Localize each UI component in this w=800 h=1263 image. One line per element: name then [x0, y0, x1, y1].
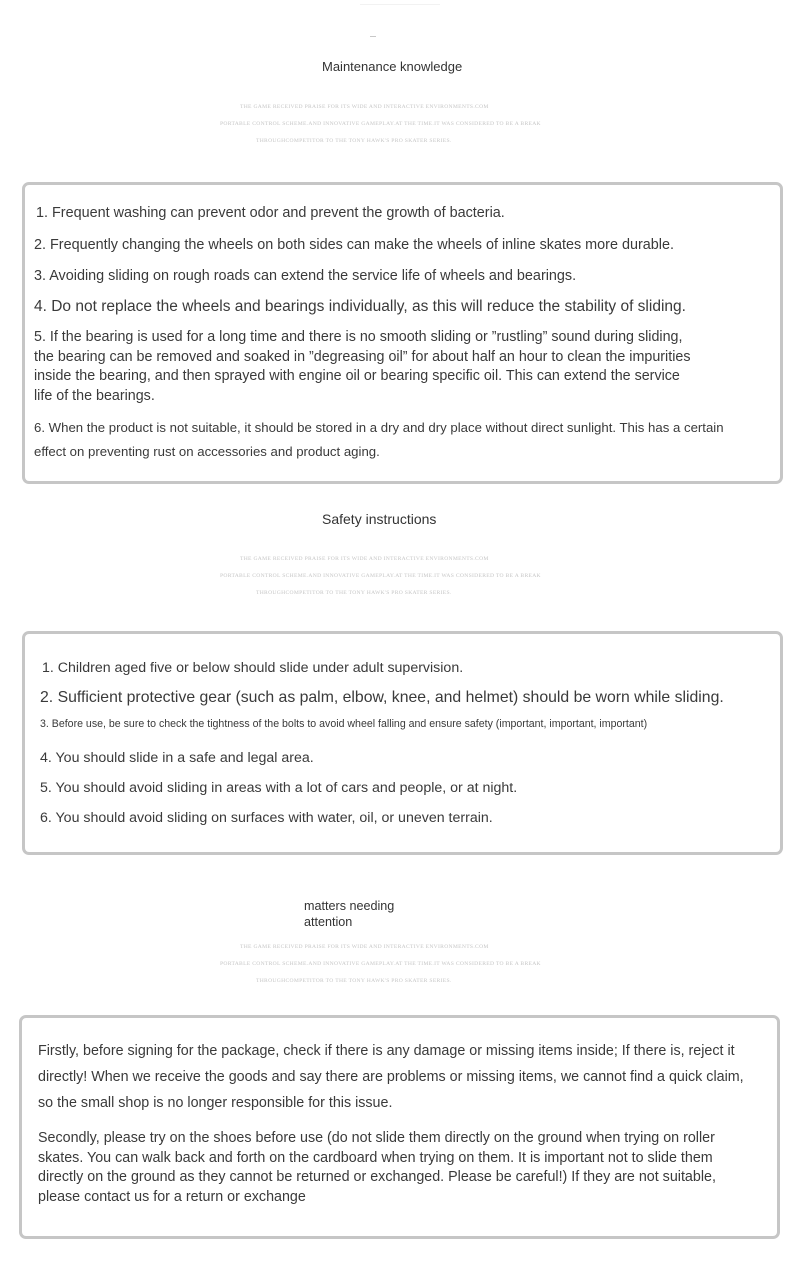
- safety-subtitle-3: THROUGHCOMPETITOR TO THE TONY HAWK'S PRO SKATER SERIES.: [256, 590, 452, 596]
- safety-item-4: 4. You should slide in a safe and legal area.: [40, 750, 314, 766]
- maintenance-item-1: 1. Frequent washing can prevent odor and prevent the growth of bacteria.: [36, 205, 505, 221]
- maintenance-box: [22, 182, 783, 484]
- attention-subtitle-1: THE GAME RECEIVED PRAISE FOR ITS WIDE AND INTERACTIVE ENVIRONMENTS.COM: [240, 944, 489, 950]
- safety-item-2: 2. Sufficient protective gear (such as palm, elbow, knee, and helmet) should be worn while sliding.: [40, 689, 724, 706]
- maintenance-item-3: 3. Avoiding sliding on rough roads can extend the service life of wheels and bearings.: [34, 268, 577, 284]
- safety-box: [22, 631, 783, 855]
- attention-box: [19, 1015, 780, 1239]
- maintenance-item-6: 6. When the product is not suitable, it should be stored in a dry and dry place without direct sunlight. This has a certain effect on preventing rust on accessories and product aging.: [34, 420, 724, 459]
- attention-paragraph-2: Secondly, please try on the shoes before use (do not slide them directly on the ground when trying on roller skates. You can walk back and forth on the cardboard when trying on them. It is important not to slide them directly on the ground as they cannot be returned or exchanged. Please be careful!) If they are not suitable, please contact us for a return or exchange: [38, 1130, 716, 1206]
- maintenance-item-4: 4. Do not replace the wheels and bearings individually, as this will reduce the stability of sliding.: [34, 298, 686, 315]
- safety-item-3: 3. Before use, be sure to check the tightness of the bolts to avoid wheel falling and ensure safety (important, important, important): [40, 718, 648, 730]
- attention-subtitle-2: PORTABLE CONTROL SCHEME.AND INNOVATIVE GAMEPLAY.AT THE TIME.IT WAS CONSIDERED TO BE A BREAK: [220, 961, 541, 967]
- maintenance-subtitle-2: PORTABLE CONTROL SCHEME.AND INNOVATIVE GAMEPLAY.AT THE TIME.IT WAS CONSIDERED TO BE A BREAK: [220, 121, 541, 127]
- maintenance-item-2: 2. Frequently changing the wheels on both sides can make the wheels of inline skates more durable.: [34, 237, 674, 253]
- maintenance-subtitle-3: THROUGHCOMPETITOR TO THE TONY HAWK'S PRO SKATER SERIES.: [256, 138, 452, 144]
- top-divider: [360, 4, 440, 5]
- maintenance-heading: Maintenance knowledge: [322, 59, 463, 74]
- safety-item-1: 1. Children aged five or below should slide under adult supervision.: [42, 660, 464, 676]
- safety-subtitle-2: PORTABLE CONTROL SCHEME.AND INNOVATIVE GAMEPLAY.AT THE TIME.IT WAS CONSIDERED TO BE A BREAK: [220, 573, 541, 579]
- maintenance-item-5: 5. If the bearing is used for a long time and there is no smooth sliding or ”rustling” sound during sliding, the bearing can be removed and soaked in ”degreasing oil” for about half an hour to clean the impurities inside the bearing, and then sprayed with engine oil or bearing specific oil. This can extend the service life of the bearings.: [34, 329, 691, 404]
- safety-subtitle-1: THE GAME RECEIVED PRAISE FOR ITS WIDE AND INTERACTIVE ENVIRONMENTS.COM: [240, 556, 489, 562]
- maintenance-subtitle-1: THE GAME RECEIVED PRAISE FOR ITS WIDE AND INTERACTIVE ENVIRONMENTS.COM: [240, 104, 489, 110]
- safety-item-5: 5. You should avoid sliding in areas with a lot of cars and people, or at night.: [40, 780, 518, 796]
- attention-subtitle-3: THROUGHCOMPETITOR TO THE TONY HAWK'S PRO SKATER SERIES.: [256, 978, 452, 984]
- top-dot: [370, 36, 376, 37]
- safety-heading: Safety instructions: [322, 511, 437, 527]
- attention-paragraph-1: Firstly, before signing for the package, check if there is any damage or missing items inside; If there is, reject it directly! When we receive the goods and say there are problems or missing items, we cannot find a quick claim, so the small shop is no longer responsible for this issue.: [38, 1043, 744, 1111]
- safety-item-6: 6. You should avoid sliding on surfaces with water, oil, or uneven terrain.: [40, 810, 493, 826]
- attention-heading: matters needing attention: [304, 899, 395, 929]
